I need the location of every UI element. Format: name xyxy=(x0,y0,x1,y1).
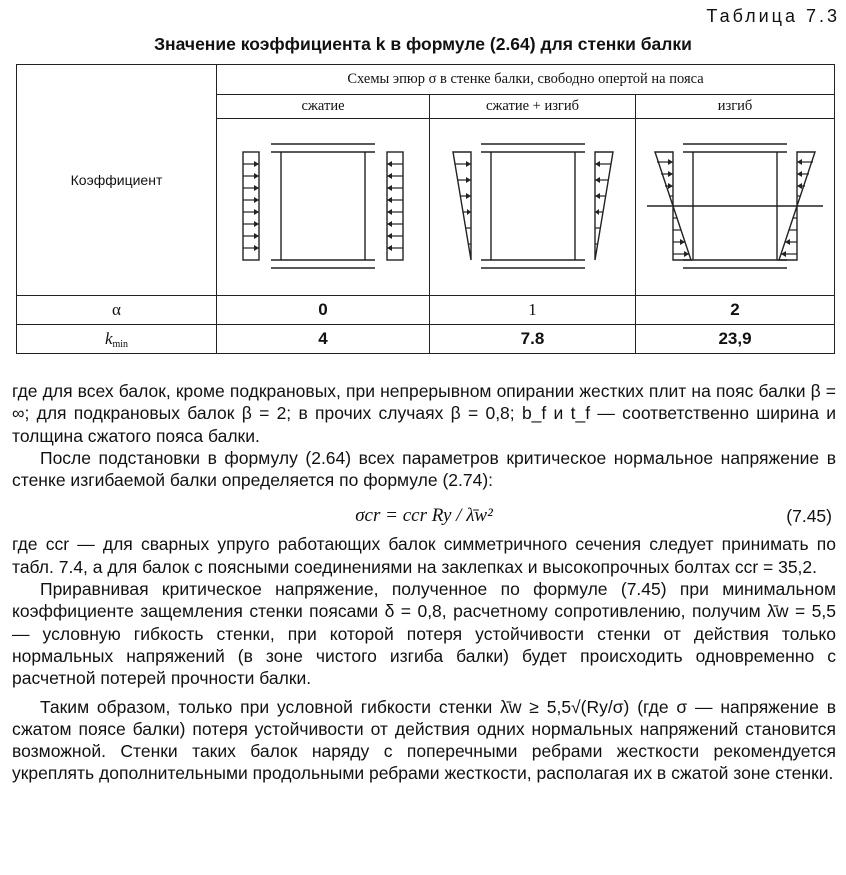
kmin-value-compression: 4 xyxy=(217,325,430,354)
paragraph-5: Таким образом, только при условной гибкости стенки λ̄w ≥ 5,5√(Ry/σ) (где σ — напряжение в сжатом поясе балки) потеря устойчивости от действия одних нормальных напряжений становится возможной. Стенки таких балок наряду с поперечными ребрами жесткости рекомендуется укреплять дополнительными продольными ребрами жесткости, располагая их в сжатой зоне стенки. xyxy=(12,696,836,784)
scheme-compression-bending xyxy=(430,119,636,296)
bending-diagram-icon xyxy=(645,142,825,272)
column-header-bending: изгиб xyxy=(636,95,835,119)
formula-expression: σcr = ccr Ry / λ̄w² xyxy=(355,505,493,527)
paragraph-2: После подстановки в формулу (2.64) всех параметров критическое нормальное напряжение в стенке изгибаемой балки определяется по формуле (2.74): xyxy=(12,447,836,491)
alpha-value-compression-bending: 1 xyxy=(430,296,636,325)
kmin-value-compression-bending: 7.8 xyxy=(430,325,636,354)
kmin-label: $k_{min}$ xyxy=(17,325,217,354)
paragraph-4: Приравнивая критическое напряжение, полученное по формуле (7.45) при минимальном коэффициенте защемления стенки поясами δ = 0,8, расчетному сопротивлению, получим λ̄w = 5,5 — условную гибкость стенки, при которой потеря устойчивости стенки от действия только нормальных напряжений (в зоне чистого изгиба балки) будет происходить одновременно с расчетной потерей прочности балки. xyxy=(12,579,836,689)
compression-diagram-icon xyxy=(233,142,413,272)
paragraph-1: где для всех балок, кроме подкрановых, при непрерывном опирании жестких плит на пояс балки β = ∞; для подкрановых балок β = 2; в прочих случаях β = 0,8; b_f и t_f — соответственно ширина и толщина сжатого пояса балки. xyxy=(12,381,836,446)
column-header-compression-bending: сжатие + изгиб xyxy=(430,95,636,119)
alpha-value-compression: 0 xyxy=(217,296,430,325)
alpha-value-bending: 2 xyxy=(636,296,835,325)
kmin-value-bending: 23,9 xyxy=(636,325,835,354)
compression-bending-diagram-icon xyxy=(443,142,623,272)
body-text xyxy=(12,380,836,785)
coefficient-table xyxy=(16,64,835,354)
table-number: Таблица 7.3 xyxy=(706,6,840,26)
scheme-bending xyxy=(636,119,835,296)
formula-number: (7.45) xyxy=(786,506,832,527)
paragraph-3: где ccr — для сварных упруго работающих балок симметричного сечения следует принимать по табл. 7.4, а для балок с поясными соединениями на заклепках и высокопрочных болтах ccr = 35,2. xyxy=(12,534,836,577)
header-schemes: Схемы эпюр σ в стенке балки, свободно опертой на пояса xyxy=(217,65,835,95)
scheme-compression xyxy=(217,119,430,296)
table-title: Значение коэффициента k в формуле (2.64) для стенки балки xyxy=(154,34,692,54)
row-header-coefficient: Коэффициент xyxy=(17,65,217,296)
column-header-compression: сжатие xyxy=(217,95,430,119)
formula-7-45 xyxy=(12,503,836,531)
alpha-label: α xyxy=(17,296,217,325)
